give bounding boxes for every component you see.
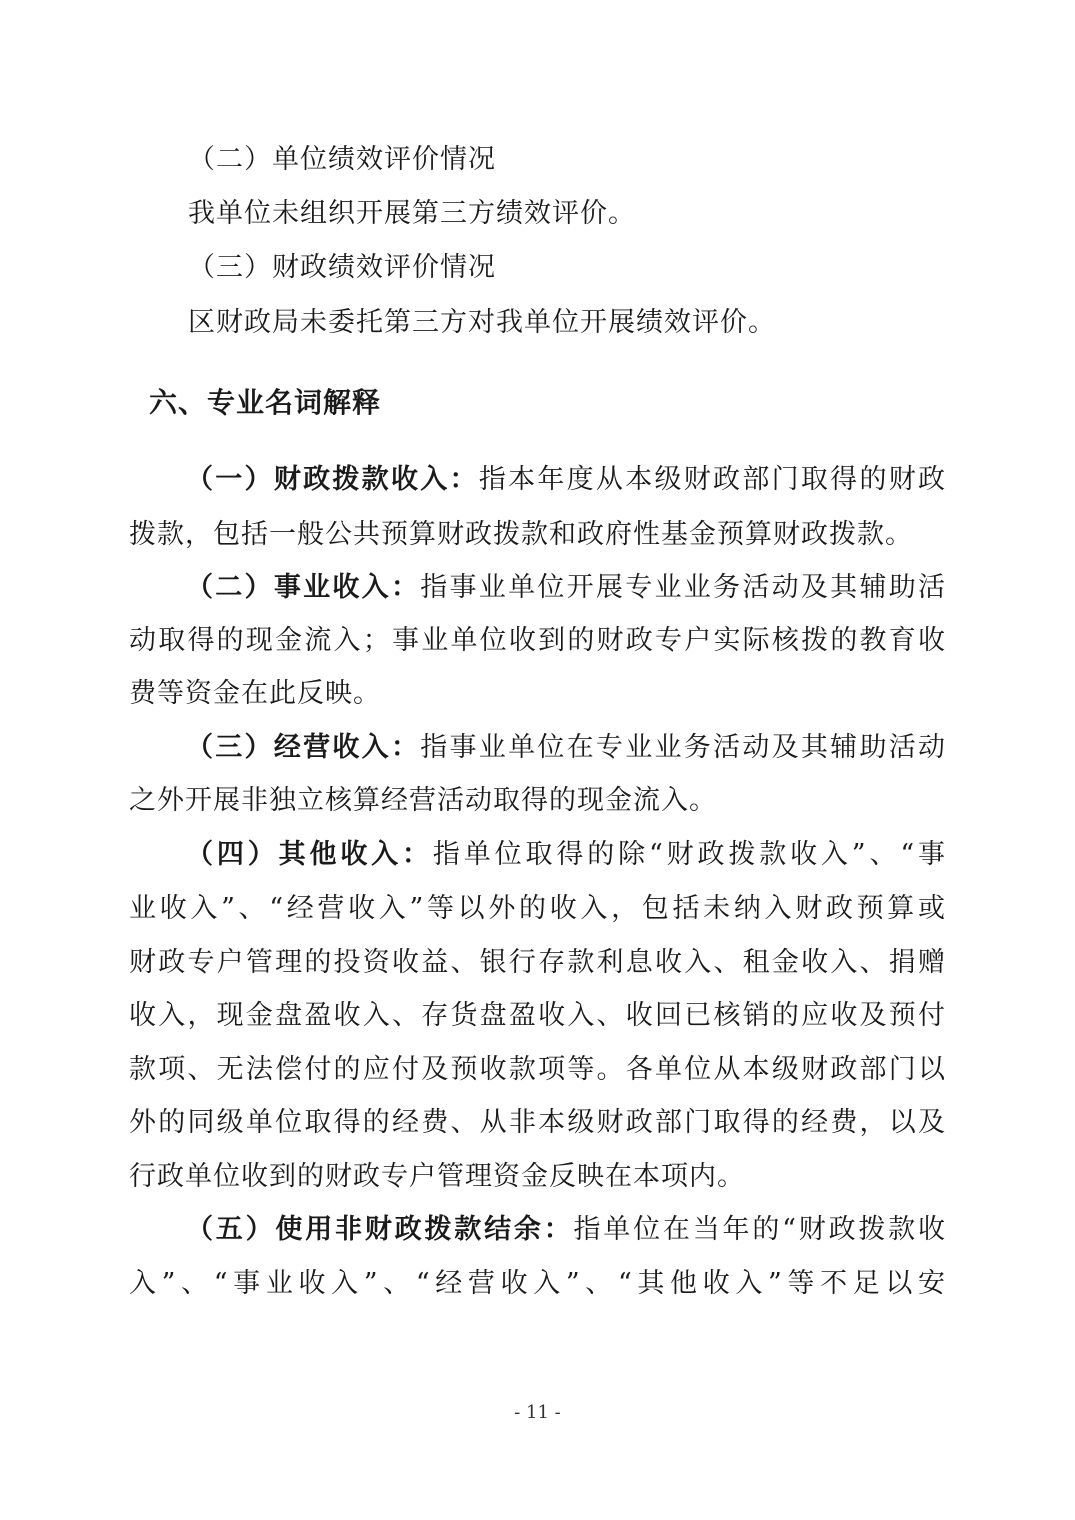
item3-line1 [186, 721, 946, 775]
sub2-text: 我单位未组织开展第三方绩效评价。 [188, 198, 636, 229]
item2-definition-start: 指事业单位开展专业业务活动及其辅助活 [420, 572, 947, 603]
item4-line3: 财政专户管理的投资收益、银行存款利息收入、租金收入、捐赠 [129, 947, 946, 978]
item1-line2: 拨款，包括一般公共预算财政拨款和政府性基金预算财政拨款。 [129, 519, 913, 550]
item1-definition-start: 指本年度从本级财政部门取得的财政 [478, 464, 947, 495]
item4-line5: 款项、无法偿付的应付及预收款项等。各单位从本级财政部门以 [129, 1054, 946, 1085]
page-number: - 11 - [514, 1402, 561, 1423]
item4-definition-start: 指单位取得的除“财政拨款收入”、“事 [432, 839, 946, 870]
item1-term: （一）财政拨款收入： [186, 464, 479, 495]
item5-line1 [186, 1203, 946, 1257]
item5-definition-start: 指单位在当年的“财政拨款收 [573, 1214, 946, 1245]
item2-line1 [186, 561, 946, 615]
item2-line2: 动取得的现金流入；事业单位收到的财政专户实际核拨的教育收 [129, 625, 946, 656]
item4-line7: 行政单位收到的财政专户管理资金反映在本项内。 [129, 1161, 745, 1192]
sub3-text: 区财政局未委托第三方对我单位开展绩效评价。 [188, 307, 776, 338]
section-heading: 六、专业名词解释 [149, 386, 382, 419]
item2-term: （二）事业收入： [186, 572, 421, 603]
sub3-heading: （三）财政绩效评价情况 [188, 252, 496, 283]
item3-term: （三）经营收入： [186, 732, 421, 763]
item4-line6: 外的同级单位取得的经费、从非本级财政部门取得的经费，以及 [129, 1107, 946, 1138]
item5-term: （五）使用非财政拨款结余： [186, 1214, 574, 1245]
sub2-heading: （二）单位绩效评价情况 [188, 144, 496, 175]
item4-line1 [186, 828, 946, 882]
item4-line2: 业收入”、“经营收入”等以外的收入，包括未纳入财政预算或 [129, 893, 946, 924]
item4-term: （四）其他收入： [186, 839, 433, 870]
item4-line4: 收入，现金盘盈收入、存货盘盈收入、收回已核销的应收及预付 [129, 1000, 946, 1031]
item2-line3: 费等资金在此反映。 [129, 678, 381, 709]
item3-definition-start: 指事业单位在专业业务活动及其辅助活动 [420, 732, 947, 763]
item3-line2: 之外开展非独立核算经营活动取得的现金流入。 [129, 785, 717, 816]
item5-line2: 入”、“事业收入”、“经营收入”、“其他收入”等不足以安 [129, 1268, 946, 1299]
item1-line1 [186, 453, 946, 507]
